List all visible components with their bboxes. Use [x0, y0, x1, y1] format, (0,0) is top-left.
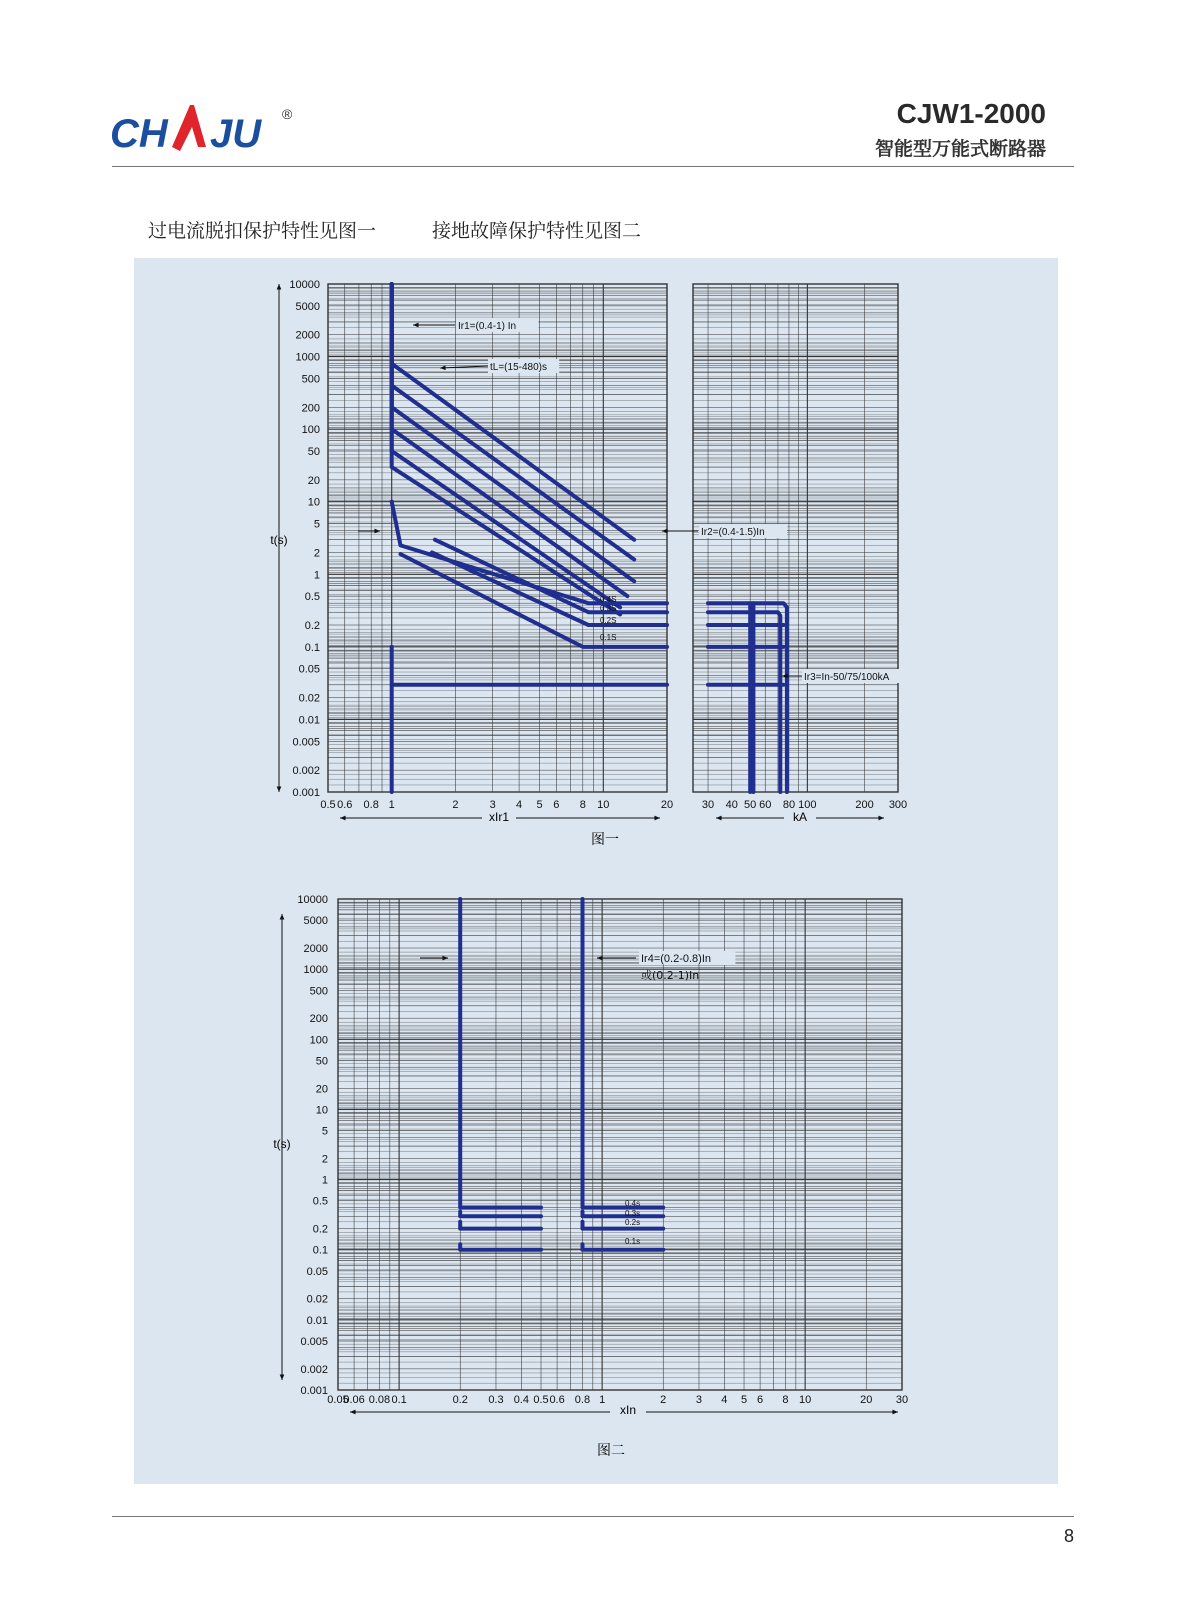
- chart2-x-tick-label: 3: [695, 1394, 703, 1406]
- chart2-series-line-2: [460, 1222, 541, 1229]
- chart1-x-tick-label: 0.6: [337, 799, 353, 811]
- chart2-ylabel: t(s): [273, 1137, 291, 1151]
- chart2-series-line-6: [583, 1222, 664, 1229]
- chart1-annotation-tl: tL=(15-480)s: [490, 362, 547, 373]
- chart2-xlabel: xIn: [619, 1403, 637, 1417]
- chart2-delay-label: 0.2s: [625, 1218, 641, 1227]
- chart2-y-tick-label: 1000: [303, 964, 328, 977]
- chart1-y-tick-label: 1: [313, 569, 320, 582]
- chart2-annotation-ir4-alt: 或(0.2-1)In: [641, 969, 700, 982]
- chart1-y-tick-label: 20: [307, 474, 320, 487]
- chart1-annotation-ir1: Ir1=(0.4-1) In: [458, 321, 517, 332]
- chart1-delay-label: 0.2S: [600, 616, 617, 625]
- chart1-y-tick-label: 0.01: [298, 714, 320, 727]
- chart2-x-tick-label: 10: [799, 1394, 812, 1406]
- chart1-xlabel-right: kA: [792, 810, 808, 824]
- chart1-xlabel-left: xIr1: [488, 810, 510, 824]
- chart1-y-tick-label: 0.001: [292, 787, 320, 799]
- chart2-delay-label: 0.1s: [625, 1237, 641, 1246]
- footer-divider: [112, 1516, 1074, 1517]
- chart1-x-tick-label: 4: [516, 799, 523, 811]
- chart1-x-tick-label: 2: [452, 799, 459, 811]
- chart2-y-tick-label: 0.05: [306, 1265, 328, 1278]
- page-number: 8: [1063, 1526, 1074, 1546]
- chart1-x-tick-label: 3: [489, 799, 496, 811]
- chart2-y-tick-label: 20: [315, 1083, 328, 1096]
- chart2-y-tick-label: 200: [309, 1013, 328, 1026]
- chart2-y-tick-label: 0.1: [312, 1244, 328, 1257]
- chart1-x-tick-label: 60: [759, 799, 772, 811]
- chart2-delay-label: 0.4s: [625, 1199, 641, 1208]
- chart2-x-tick-label: 20: [860, 1394, 873, 1406]
- chart2-y-tick-label: 0.001: [300, 1385, 328, 1397]
- chart2-y-axis-arrow-down-head: [280, 1374, 285, 1380]
- chart2-series-line-3: [460, 1244, 541, 1250]
- chart1-y-tick-label: 0.02: [298, 692, 320, 705]
- chart1-x-tick-label: 30: [701, 799, 715, 811]
- chart1-x-tick-label: 300: [888, 799, 908, 811]
- chart1-y-tick-label: 5000: [295, 300, 320, 313]
- chart2-y-tick-label: 10000: [297, 894, 328, 906]
- chart1-y-tick-label: 0.5: [304, 591, 320, 604]
- chart2-series-line-1: [460, 1212, 541, 1217]
- chart1-x-tick-label: 8: [579, 799, 586, 811]
- chart1-x-tick-label: 20: [660, 799, 674, 811]
- chart1-ylabel: t(s): [270, 533, 288, 547]
- chart1-y-tick-label: 500: [301, 373, 320, 386]
- overcurrent-reference: 过电流脱扣保护特性见图一: [148, 220, 377, 242]
- chart1-x-tick-label: 40: [725, 799, 738, 811]
- chart2-annotation-ir4: Ir4=(0.2-0.8)In: [641, 953, 712, 965]
- chart2-x-arrow-left-head: [350, 1410, 356, 1415]
- chart2-y-tick-label: 0.02: [306, 1293, 328, 1306]
- chart2-x-tick-label: 0.2: [452, 1394, 468, 1406]
- chart2-y-tick-label: 5000: [303, 915, 328, 928]
- chart2-series-line-4: [583, 899, 664, 1208]
- chart2-x-tick-label: 30: [895, 1394, 909, 1406]
- chart2-x-tick-label: 0.1: [391, 1394, 407, 1406]
- chart2-y-tick-label: 0.2: [312, 1223, 328, 1236]
- chart1-x-tick-label: 6: [553, 799, 560, 811]
- chart2-x-tick-label: 0.3: [488, 1394, 504, 1406]
- chart1-y-tick-label: 5: [313, 518, 320, 531]
- chart2-y-tick-label: 50: [315, 1055, 328, 1068]
- chart2-y-tick-label: 0.01: [306, 1314, 328, 1327]
- chart2-delay-label: 0.3s: [625, 1209, 641, 1218]
- chart2-x-tick-label: 8: [782, 1394, 789, 1406]
- chart2-y-tick-label: 0.005: [300, 1335, 328, 1348]
- chart2-x-tick-label: 0.06: [343, 1394, 365, 1406]
- chart2-ir4-arrow-head: [597, 956, 603, 961]
- chart1-y-tick-label: 200: [301, 402, 320, 415]
- chart1-y-tick-label: 50: [307, 445, 320, 458]
- chart1-y-tick-label: 10: [307, 496, 320, 509]
- chart1-y-tick-label: 0.002: [292, 765, 320, 778]
- chart2-x-tick-label: 0.08: [368, 1394, 391, 1406]
- chart2-x-tick-label: 2: [660, 1394, 667, 1406]
- chart2-series-line-7: [583, 1244, 664, 1250]
- product-name: 智能型万能式断路器: [874, 138, 1046, 160]
- chart2-x-tick-label: 0.8: [574, 1394, 591, 1406]
- chart2-x-tick-label: 0.5: [533, 1394, 549, 1406]
- chart1-x-tick-label: 80: [782, 799, 796, 811]
- chart2-y-tick-label: 2: [321, 1153, 328, 1166]
- chart2-caption: 图二: [597, 1443, 625, 1459]
- chart1-y-tick-label: 0.05: [298, 663, 320, 676]
- chart1-x-tick-label: 50: [744, 799, 757, 811]
- logo-wordmark: CH: [110, 112, 168, 156]
- chart2-y-tick-label: 2000: [303, 943, 328, 956]
- chart2-x-tick-label: 0.6: [549, 1394, 565, 1406]
- registered-mark: ®: [282, 106, 293, 122]
- chart1-y-tick-label: 0.005: [292, 736, 320, 749]
- chart1-x-tick-label: 1: [388, 799, 395, 811]
- chart2-series-line-0: [460, 899, 541, 1208]
- chart2-x-arrow-right-head: [892, 1410, 898, 1415]
- chart1-x-tick-label: 0.5: [320, 799, 336, 811]
- chart1-annotation-ir3: Ir3=In-50/75/100kA: [804, 672, 890, 683]
- chart2-x-tick-label: 0.4: [513, 1394, 529, 1406]
- chart1-x-tick-label: 0.8: [363, 799, 379, 811]
- chart2-y-tick-label: 5: [321, 1125, 328, 1138]
- chart2-x-tick-label: 1: [599, 1394, 606, 1406]
- chart1-y-tick-label: 2: [313, 547, 320, 560]
- chart1-y-tick-label: 0.1: [304, 641, 320, 654]
- chart1-y-tick-label: 10000: [289, 279, 320, 291]
- chart2-y-tick-label: 500: [309, 985, 328, 998]
- chart1-x-tick-label: 10: [597, 799, 610, 811]
- chart1-delay-label: 0.3S: [600, 604, 617, 613]
- chart1-caption: 图一: [591, 832, 619, 848]
- chart1-y-tick-label: 0.2: [304, 620, 320, 633]
- chart2-x-tick-label: 5: [740, 1394, 748, 1406]
- chart2-x-tick-label: 4: [721, 1394, 728, 1406]
- chart1-x-tick-label: 5: [536, 799, 543, 811]
- chart1-y-tick-label: 2000: [295, 329, 320, 342]
- chart2-left-marker-arrow-head: [442, 956, 448, 961]
- chart2-y-tick-label: 0.5: [312, 1195, 328, 1208]
- chart1-annotation-ir2: Ir2=(0.4-1.5)In: [701, 527, 765, 538]
- model-number: CJW1-2000: [896, 98, 1046, 129]
- chart1-y-tick-label: 100: [301, 424, 320, 437]
- chart2-y-tick-label: 1: [321, 1174, 328, 1187]
- ground-fault-reference: 接地故障保护特性见图二: [432, 220, 642, 242]
- chart1-y-tick-label: 1000: [295, 351, 320, 364]
- logo-wordmark-2: JU: [210, 112, 262, 156]
- chart2-y-tick-label: 0.002: [300, 1363, 328, 1376]
- chart1-x-tick-label: 200: [855, 799, 874, 811]
- chart1-delay-label: 0.4S: [600, 595, 617, 604]
- chart1-delay-label: 0.1S: [600, 633, 617, 642]
- chart2-y-tick-label: 10: [315, 1104, 328, 1117]
- chart2-series-line-5: [583, 1212, 664, 1217]
- chart2-x-tick-label: 6: [757, 1394, 764, 1406]
- chart2-x-tick-label: 0.05: [327, 1394, 349, 1406]
- chart1-x-tick-label: 100: [798, 799, 817, 811]
- chart2-y-tick-label: 100: [309, 1034, 328, 1047]
